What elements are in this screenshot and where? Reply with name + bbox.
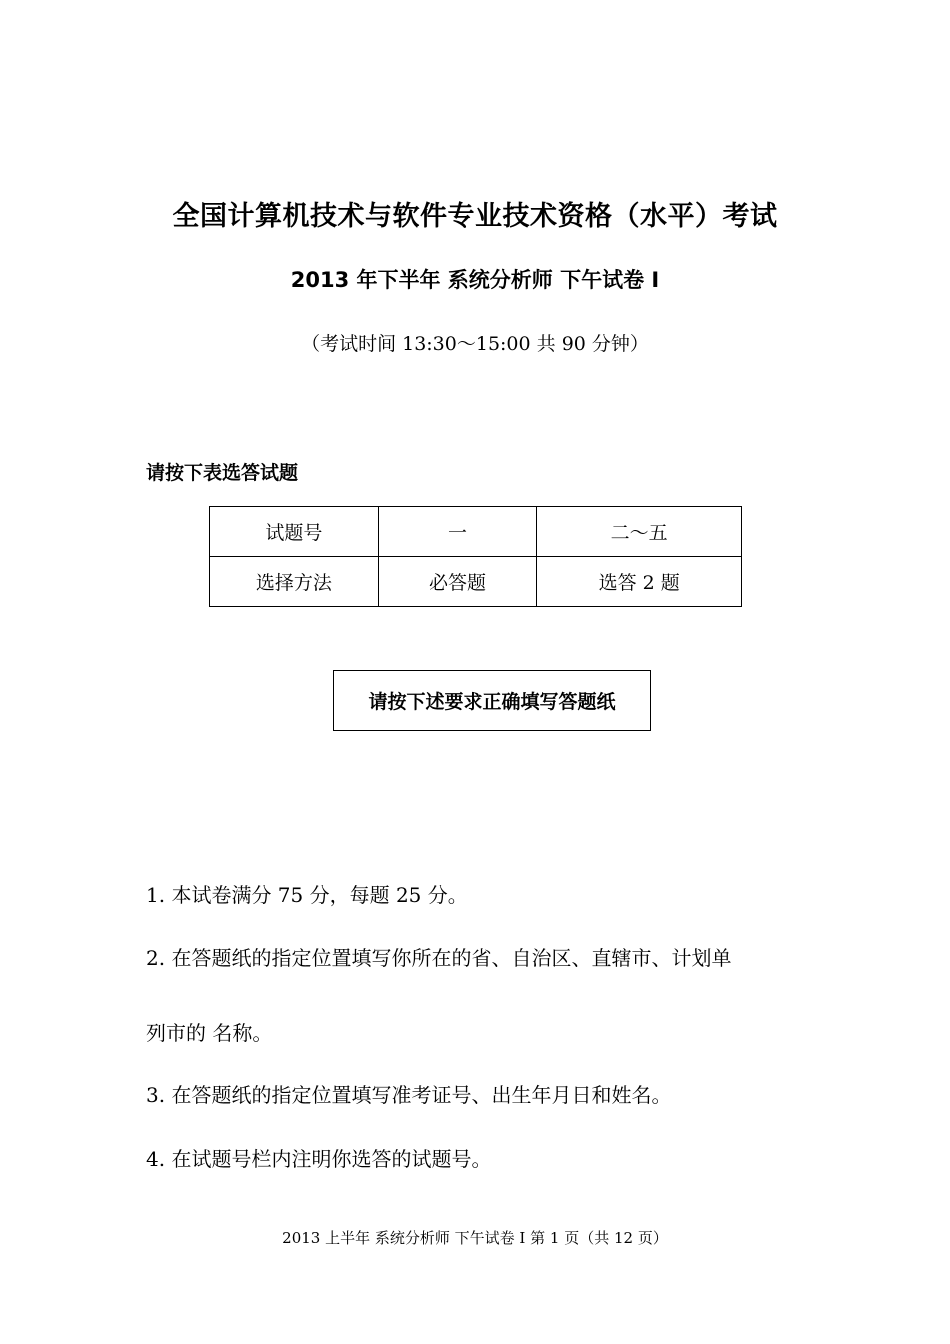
- table-row: [210, 507, 742, 557]
- instruction-item-1: 1. 本试卷满分 75 分，每题 25 分。: [146, 883, 468, 907]
- question-selection-table: [209, 506, 742, 607]
- exam-time: （考试时间 13:30～15:00 共 90 分钟）: [301, 333, 649, 355]
- instruction-item-2-line-2: 列市的 名称。: [146, 1021, 273, 1045]
- exam-title: 全国计算机技术与软件专业技术资格（水平）考试: [172, 201, 778, 232]
- instruction-item-3: 3. 在答题纸的指定位置填写准考证号、出生年月日和姓名。: [146, 1083, 672, 1107]
- answer-sheet-instruction-box: [333, 670, 651, 731]
- page-footer: 2013 上半年 系统分析师 下午试卷 I 第 1 页（共 12 页）: [282, 1229, 668, 1247]
- table-cell: 一: [378, 507, 537, 557]
- instruction-item-4: 4. 在试题号栏内注明你选答的试题号。: [146, 1147, 492, 1171]
- instruction-item-2-line-1: 2. 在答题纸的指定位置填写你所在的省、自治区、直辖市、计划单: [146, 946, 732, 970]
- table-cell: 试题号: [210, 507, 379, 557]
- selection-heading: 请按下表选答试题: [146, 462, 299, 484]
- exam-subtitle: 2013 年下半年 系统分析师 下午试卷 I: [290, 268, 660, 292]
- table-cell: 二～五: [537, 507, 742, 557]
- table-cell: 选择方法: [210, 557, 379, 607]
- table-row: [210, 557, 742, 607]
- table-cell: 选答 2 题: [537, 557, 742, 607]
- answer-box-label: 请按下述要求正确填写答题纸: [368, 691, 616, 713]
- table-cell: 必答题: [378, 557, 537, 607]
